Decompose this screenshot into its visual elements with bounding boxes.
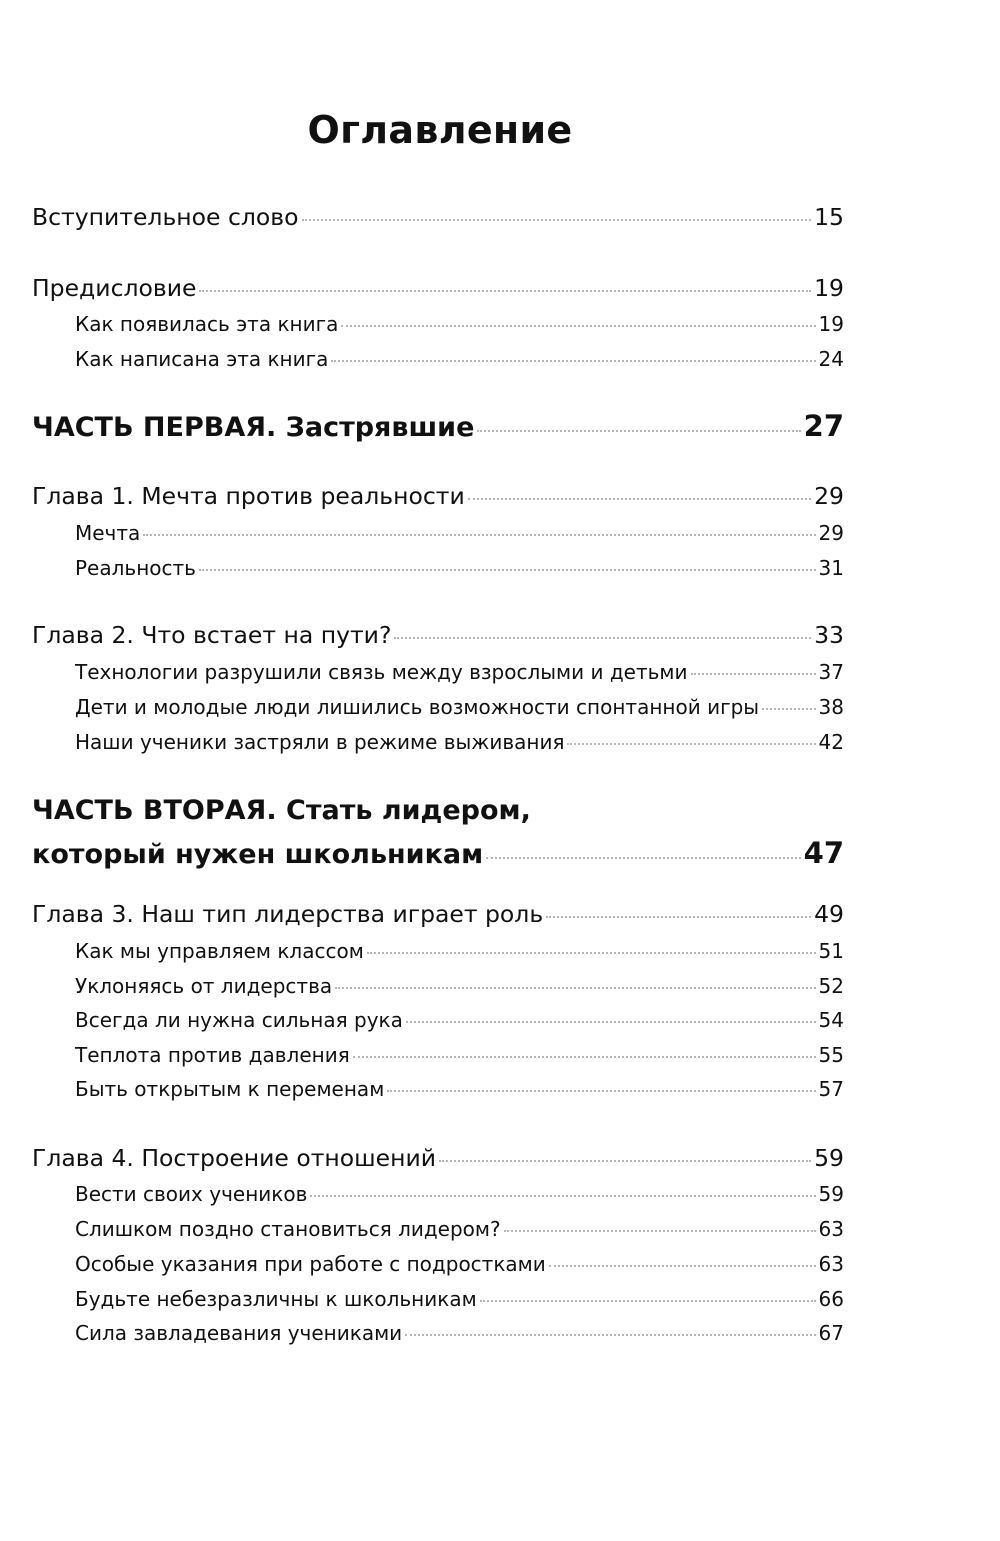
dot-leader — [405, 1334, 815, 1336]
toc-chapter-4[interactable] — [32, 1143, 844, 1173]
dot-leader — [504, 1230, 816, 1232]
dot-leader — [199, 569, 816, 571]
toc-chapter-1[interactable] — [32, 481, 844, 511]
entry-label: Глава 4. Построение отношений — [32, 1144, 437, 1172]
entry-page-number: 59 — [818, 1182, 844, 1206]
entry-page-number: 47 — [803, 836, 844, 870]
toc-subentry[interactable] — [75, 555, 844, 581]
entry-page-number: 63 — [818, 1217, 844, 1241]
entry-label: Технологии разрушили связь между взрослыми и детьми — [75, 660, 688, 684]
toc-chapter-2[interactable] — [32, 620, 844, 650]
entry-label: Глава 2. Что встает на пути? — [32, 621, 392, 649]
entry-page-number: 42 — [818, 730, 844, 754]
entry-label: Вести своих учеников — [75, 1182, 308, 1206]
entry-page-number: 51 — [818, 939, 844, 963]
entry-label: Как написана эта книга — [75, 347, 329, 371]
entry-page-number: 57 — [818, 1077, 844, 1101]
entry-page-number: 19 — [818, 312, 844, 336]
entry-page-number: 66 — [818, 1287, 844, 1311]
entry-label-line2: который нужен школьникам — [32, 839, 484, 870]
dot-leader — [331, 360, 815, 362]
dot-leader — [567, 743, 815, 745]
dot-leader — [549, 1265, 816, 1267]
entry-label: Дети и молодые люди лишились возможности спонтанной игры — [75, 695, 760, 719]
entry-page-number: 29 — [818, 521, 844, 545]
toc-subentry[interactable] — [75, 1181, 844, 1207]
entry-page-number: 33 — [814, 621, 844, 649]
entry-label: Реальность — [75, 556, 196, 580]
toc-entry-intro[interactable] — [32, 202, 844, 232]
entry-page-number: 52 — [818, 974, 844, 998]
entry-page-number: 19 — [814, 274, 844, 302]
dot-leader — [406, 1021, 816, 1023]
toc-subentry[interactable] — [75, 1042, 844, 1068]
dot-leader — [335, 987, 815, 989]
entry-label: Быть открытым к переменам — [75, 1077, 385, 1101]
toc-subentry[interactable] — [75, 1076, 844, 1102]
entry-label: Как появилась эта книга — [75, 312, 339, 336]
page-title: Оглавление — [307, 108, 573, 152]
entry-label: Предисловие — [32, 274, 197, 302]
entry-label: Как мы управляем классом — [75, 939, 364, 963]
entry-label: Уклоняясь от лидерства — [75, 974, 333, 998]
entry-page-number: 31 — [818, 556, 844, 580]
entry-label: Мечта — [75, 521, 141, 545]
toc-subentry[interactable] — [75, 659, 844, 685]
dot-leader — [486, 857, 800, 859]
entry-label: Будьте небезразличны к школьникам — [75, 1287, 477, 1311]
dot-leader — [302, 219, 812, 221]
entry-label: Глава 1. Мечта против реальности — [32, 482, 465, 510]
entry-label: Сила завладевания учениками — [75, 1321, 403, 1345]
entry-page-number: 59 — [814, 1144, 844, 1172]
dot-leader — [468, 498, 811, 500]
entry-page-number: 54 — [818, 1008, 844, 1032]
toc-subentry[interactable] — [75, 1320, 844, 1346]
toc-part-two[interactable] — [32, 790, 844, 876]
entry-page-number: 49 — [814, 900, 844, 928]
toc-subentry[interactable] — [75, 1216, 844, 1242]
entry-page-number: 67 — [818, 1321, 844, 1345]
dot-leader — [387, 1090, 815, 1092]
entry-page-number: 63 — [818, 1252, 844, 1276]
entry-label: Наши ученики застряли в режиме выживания — [75, 730, 565, 754]
toc-subentry[interactable] — [75, 311, 844, 337]
entry-page-number: 27 — [803, 409, 844, 443]
entry-page-number: 38 — [818, 695, 844, 719]
entry-page-number: 55 — [818, 1043, 844, 1067]
dot-leader — [691, 673, 816, 675]
toc-subentry[interactable] — [75, 694, 844, 720]
toc-subentry[interactable] — [75, 1007, 844, 1033]
entry-page-number: 37 — [818, 660, 844, 684]
toc-subentry[interactable] — [75, 973, 844, 999]
dot-leader — [143, 534, 815, 536]
entry-label: Теплота против давления — [75, 1043, 350, 1067]
entry-page-number: 24 — [818, 347, 844, 371]
toc-subentry[interactable] — [75, 520, 844, 546]
toc-subentry[interactable] — [75, 938, 844, 964]
entry-label: Глава 3. Наш тип лидерства играет роль — [32, 900, 544, 928]
entry-label-line1: ЧАСТЬ ВТОРАЯ. Стать лидером, — [32, 795, 531, 826]
entry-label: Вступительное слово — [32, 203, 299, 231]
toc-chapter-3[interactable] — [32, 899, 844, 929]
dot-leader — [367, 952, 816, 954]
toc-subentry[interactable] — [75, 1251, 844, 1277]
entry-page-number: 15 — [814, 203, 844, 231]
dot-leader — [341, 325, 815, 327]
dot-leader — [477, 430, 800, 432]
entry-label: Слишком поздно становиться лидером? — [75, 1217, 501, 1241]
dot-leader — [546, 916, 811, 918]
dot-leader — [480, 1300, 816, 1302]
toc-entry-preface[interactable] — [32, 273, 844, 303]
toc-subentry[interactable] — [75, 729, 844, 755]
dot-leader — [199, 290, 811, 292]
dot-leader — [353, 1056, 816, 1058]
toc-subentry[interactable] — [75, 1286, 844, 1312]
dot-leader — [394, 637, 811, 639]
toc-subentry[interactable] — [75, 346, 844, 372]
entry-label: Всегда ли нужна сильная рука — [75, 1008, 403, 1032]
dot-leader — [762, 708, 815, 710]
entry-page-number: 29 — [814, 482, 844, 510]
toc-part-one[interactable] — [32, 409, 844, 445]
entry-label: ЧАСТЬ ПЕРВАЯ. Застрявшие — [32, 412, 475, 443]
dot-leader — [310, 1195, 815, 1197]
dot-leader — [439, 1160, 811, 1162]
entry-label: Особые указания при работе с подростками — [75, 1252, 546, 1276]
